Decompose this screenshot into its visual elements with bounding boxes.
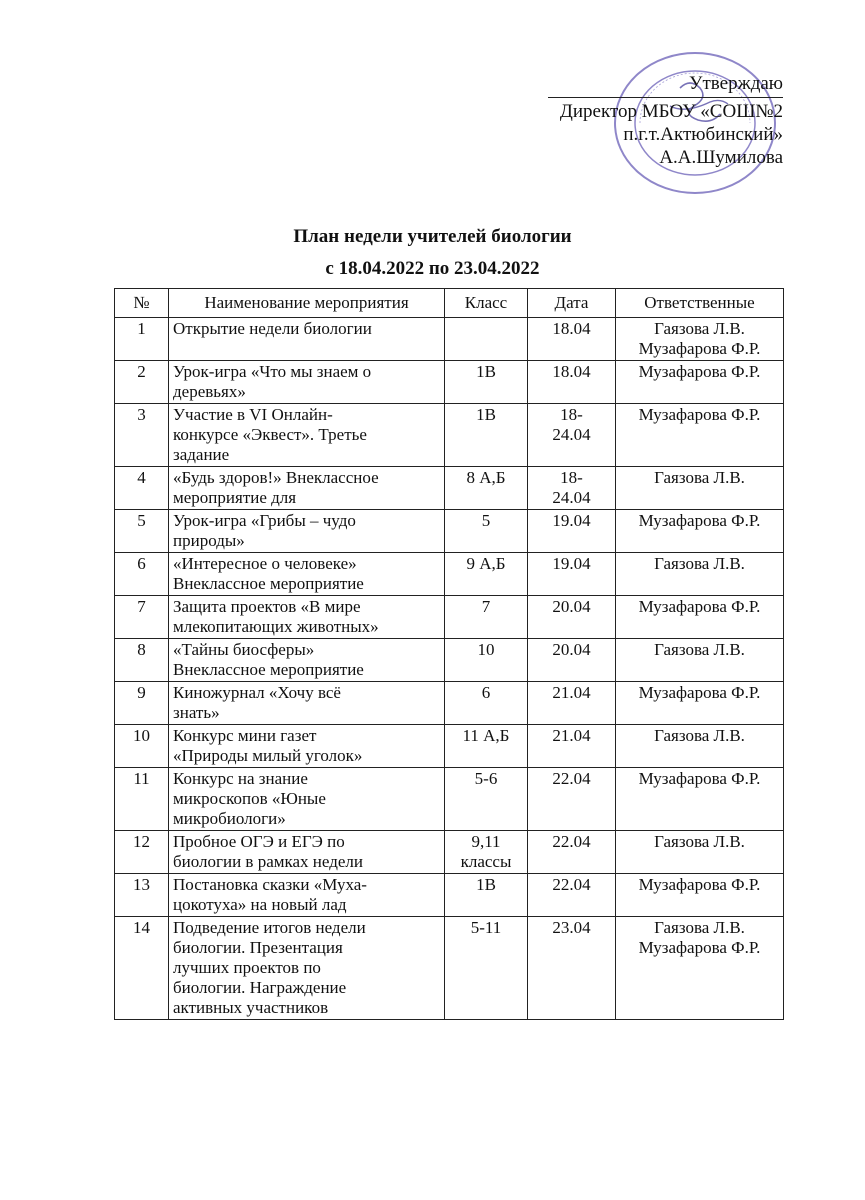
cell-name-line: «Будь здоров!» Внеклассное bbox=[173, 468, 379, 487]
approval-block bbox=[548, 72, 783, 169]
cell-name-line: «Интересное о человеке» bbox=[173, 554, 357, 573]
cell-num: 8 bbox=[115, 639, 169, 682]
cell-name-line: Подведение итогов недели bbox=[173, 918, 366, 937]
cell-responsible-line: Гаязова Л.В. bbox=[654, 319, 745, 338]
cell-name-line: биологии в рамках недели bbox=[173, 852, 363, 871]
cell-responsible-line: Гаязова Л.В. bbox=[654, 554, 745, 573]
table-row bbox=[115, 510, 784, 553]
cell-responsible bbox=[616, 318, 784, 361]
cell-responsible-line: Музафарова Ф.Р. bbox=[638, 511, 761, 530]
cell-class bbox=[445, 768, 528, 831]
header-responsible: Ответственные bbox=[616, 289, 784, 318]
cell-name-line: биологии. Награждение bbox=[173, 978, 347, 997]
cell-date bbox=[528, 318, 616, 361]
cell-responsible bbox=[616, 467, 784, 510]
cell-name-line: Внеклассное мероприятие bbox=[173, 574, 364, 593]
cell-responsible-line: Музафарова Ф.Р. bbox=[638, 405, 761, 424]
cell-responsible-line: Гаязова Л.В. bbox=[654, 726, 745, 745]
table-row bbox=[115, 917, 784, 1020]
cell-class bbox=[445, 831, 528, 874]
cell-name-line: Пробное ОГЭ и ЕГЭ по bbox=[173, 832, 345, 851]
approval-approve: Утверждаю bbox=[689, 73, 783, 94]
cell-class-line: 9,11 bbox=[471, 832, 501, 851]
cell-date bbox=[528, 682, 616, 725]
cell-date-line: 19.04 bbox=[552, 554, 591, 573]
cell-responsible-line: Музафарова Ф.Р. bbox=[638, 683, 761, 702]
cell-class-line bbox=[449, 319, 523, 339]
cell-responsible bbox=[616, 725, 784, 768]
header-name: Наименование мероприятия bbox=[169, 289, 445, 318]
cell-responsible bbox=[616, 510, 784, 553]
document-title: План недели учителей биологии bbox=[293, 226, 572, 247]
cell-date-line: 20.04 bbox=[552, 597, 591, 616]
cell-name bbox=[169, 596, 445, 639]
cell-class-line: 8 А,Б bbox=[466, 468, 506, 487]
cell-class-line: 7 bbox=[481, 597, 491, 616]
cell-responsible-line: Гаязова Л.В. bbox=[654, 918, 745, 937]
cell-date bbox=[528, 725, 616, 768]
cell-class bbox=[445, 361, 528, 404]
cell-name bbox=[169, 768, 445, 831]
cell-class bbox=[445, 917, 528, 1020]
table-row bbox=[115, 725, 784, 768]
cell-date bbox=[528, 510, 616, 553]
cell-num: 12 bbox=[115, 831, 169, 874]
cell-responsible bbox=[616, 596, 784, 639]
cell-date-line: 18- bbox=[560, 405, 583, 424]
cell-name-line: Урок-игра «Грибы – чудо bbox=[173, 511, 356, 530]
cell-responsible-line: Музафарова Ф.Р. bbox=[638, 362, 761, 381]
cell-class bbox=[445, 510, 528, 553]
cell-class-line: 9 А,Б bbox=[466, 554, 506, 573]
table-header-row bbox=[115, 289, 784, 318]
cell-name-line: биологии. Презентация bbox=[173, 938, 343, 957]
cell-date bbox=[528, 874, 616, 917]
cell-date-line: 23.04 bbox=[552, 918, 591, 937]
cell-class bbox=[445, 725, 528, 768]
cell-class-line: 1В bbox=[476, 875, 496, 894]
cell-date bbox=[528, 768, 616, 831]
cell-num: 4 bbox=[115, 467, 169, 510]
cell-class bbox=[445, 874, 528, 917]
cell-name-line: микроскопов «Юные bbox=[173, 789, 326, 808]
cell-name-line: Открытие недели биологии bbox=[173, 319, 372, 338]
cell-class-line: 5-11 bbox=[470, 918, 502, 937]
cell-name-line: природы» bbox=[173, 531, 245, 550]
cell-date-line: 19.04 bbox=[552, 511, 591, 530]
cell-class-line: 1В bbox=[476, 362, 496, 381]
cell-name-line: цокотуха» на новый лад bbox=[173, 895, 347, 914]
table-row bbox=[115, 361, 784, 404]
cell-name-line: Конкурс мини газет bbox=[173, 726, 317, 745]
cell-class-line: 10 bbox=[477, 640, 495, 659]
cell-num: 13 bbox=[115, 874, 169, 917]
approval-person: А.А.Шумилова bbox=[659, 147, 783, 168]
header-class: Класс bbox=[445, 289, 528, 318]
header-date: Дата bbox=[528, 289, 616, 318]
table-row bbox=[115, 467, 784, 510]
cell-responsible bbox=[616, 917, 784, 1020]
cell-name bbox=[169, 874, 445, 917]
cell-name bbox=[169, 725, 445, 768]
cell-class bbox=[445, 553, 528, 596]
cell-date-line: 21.04 bbox=[552, 726, 591, 745]
cell-name bbox=[169, 682, 445, 725]
cell-class bbox=[445, 639, 528, 682]
cell-name bbox=[169, 361, 445, 404]
table-row bbox=[115, 768, 784, 831]
cell-responsible-line: Музафарова Ф.Р. bbox=[638, 875, 761, 894]
cell-date-line: 22.04 bbox=[552, 832, 591, 851]
table-row bbox=[115, 596, 784, 639]
approval-position: Директор МБОУ «СОШ№2 bbox=[559, 101, 783, 122]
cell-name bbox=[169, 917, 445, 1020]
table-row bbox=[115, 318, 784, 361]
cell-num: 14 bbox=[115, 917, 169, 1020]
cell-name-line: Киножурнал «Хочу всё bbox=[173, 683, 341, 702]
cell-date bbox=[528, 467, 616, 510]
cell-date bbox=[528, 404, 616, 467]
cell-responsible-line: Музафарова Ф.Р. bbox=[638, 769, 761, 788]
cell-responsible-line: Музафарова Ф.Р. bbox=[638, 339, 761, 358]
cell-name-line: «Тайны биосферы» bbox=[173, 640, 315, 659]
cell-date-line: 24.04 bbox=[552, 425, 591, 444]
cell-name-line: Конкурс на знание bbox=[173, 769, 308, 788]
cell-responsible-line: Гаязова Л.В. bbox=[654, 468, 745, 487]
cell-responsible bbox=[616, 682, 784, 725]
cell-class-line: классы bbox=[460, 852, 512, 871]
table-row bbox=[115, 874, 784, 917]
cell-name-line: деревьях» bbox=[173, 382, 246, 401]
cell-name-line: млекопитающих животных» bbox=[173, 617, 379, 636]
cell-name bbox=[169, 467, 445, 510]
cell-name-line: задание bbox=[173, 445, 230, 464]
cell-date bbox=[528, 596, 616, 639]
cell-name-line: микробиологи» bbox=[173, 809, 286, 828]
cell-responsible-line: Музафарова Ф.Р. bbox=[638, 938, 761, 957]
cell-date-line: 20.04 bbox=[552, 640, 591, 659]
cell-name-line: Урок-игра «Что мы знаем о bbox=[173, 362, 372, 381]
header-num: № bbox=[115, 289, 169, 318]
cell-name bbox=[169, 831, 445, 874]
cell-date-line: 18- bbox=[560, 468, 583, 487]
table-body bbox=[115, 318, 784, 1020]
cell-name-line: Постановка сказки «Муха- bbox=[173, 875, 367, 894]
cell-name-line: знать» bbox=[173, 703, 220, 722]
cell-responsible-line: Музафарова Ф.Р. bbox=[638, 597, 761, 616]
table-row bbox=[115, 682, 784, 725]
cell-name-line: Участие в VI Онлайн- bbox=[173, 405, 333, 424]
cell-num: 2 bbox=[115, 361, 169, 404]
cell-responsible bbox=[616, 768, 784, 831]
cell-name-line: мероприятие для bbox=[173, 488, 297, 507]
approval-town: п.г.т.Актюбинский» bbox=[623, 124, 783, 145]
cell-date bbox=[528, 917, 616, 1020]
cell-class bbox=[445, 467, 528, 510]
cell-num: 5 bbox=[115, 510, 169, 553]
cell-class-line: 1В bbox=[476, 405, 496, 424]
cell-num: 9 bbox=[115, 682, 169, 725]
cell-name bbox=[169, 318, 445, 361]
table-row bbox=[115, 639, 784, 682]
cell-num: 10 bbox=[115, 725, 169, 768]
cell-num: 1 bbox=[115, 318, 169, 361]
cell-num: 3 bbox=[115, 404, 169, 467]
cell-responsible bbox=[616, 553, 784, 596]
cell-responsible bbox=[616, 639, 784, 682]
signature-line bbox=[548, 97, 783, 98]
plan-table bbox=[114, 288, 784, 1020]
cell-class bbox=[445, 596, 528, 639]
cell-responsible bbox=[616, 404, 784, 467]
cell-name bbox=[169, 553, 445, 596]
cell-date bbox=[528, 361, 616, 404]
cell-num: 6 bbox=[115, 553, 169, 596]
cell-date bbox=[528, 831, 616, 874]
cell-class-line: 6 bbox=[481, 683, 491, 702]
cell-date-line: 22.04 bbox=[552, 769, 591, 788]
cell-name-line: Защита проектов «В мире bbox=[173, 597, 361, 616]
cell-name bbox=[169, 404, 445, 467]
cell-date-line: 18.04 bbox=[552, 362, 591, 381]
cell-date-line: 21.04 bbox=[552, 683, 591, 702]
cell-responsible-line: Гаязова Л.В. bbox=[654, 640, 745, 659]
cell-responsible bbox=[616, 361, 784, 404]
cell-name bbox=[169, 510, 445, 553]
cell-class bbox=[445, 404, 528, 467]
cell-responsible bbox=[616, 874, 784, 917]
cell-num: 11 bbox=[115, 768, 169, 831]
cell-class bbox=[445, 318, 528, 361]
cell-name-line: лучших проектов по bbox=[173, 958, 321, 977]
cell-date-line: 22.04 bbox=[552, 875, 591, 894]
cell-class-line: 11 А,Б bbox=[462, 726, 510, 745]
cell-responsible-line: Гаязова Л.В. bbox=[654, 832, 745, 851]
cell-name-line: конкурсе «Эквест». Третье bbox=[173, 425, 367, 444]
cell-date bbox=[528, 639, 616, 682]
cell-date-line: 24.04 bbox=[552, 488, 591, 507]
cell-class bbox=[445, 682, 528, 725]
cell-num: 7 bbox=[115, 596, 169, 639]
cell-name bbox=[169, 639, 445, 682]
cell-date-line: 18.04 bbox=[552, 319, 591, 338]
cell-name-line: активных участников bbox=[173, 998, 329, 1017]
table-row bbox=[115, 831, 784, 874]
table-row bbox=[115, 404, 784, 467]
table-row bbox=[115, 553, 784, 596]
cell-responsible bbox=[616, 831, 784, 874]
cell-name-line: Внеклассное мероприятие bbox=[173, 660, 364, 679]
cell-name-line: «Природы милый уголок» bbox=[173, 746, 363, 765]
cell-class-line: 5-6 bbox=[474, 769, 498, 788]
document-period: с 18.04.2022 по 23.04.2022 bbox=[325, 258, 540, 279]
cell-class-line: 5 bbox=[481, 511, 491, 530]
cell-date bbox=[528, 553, 616, 596]
